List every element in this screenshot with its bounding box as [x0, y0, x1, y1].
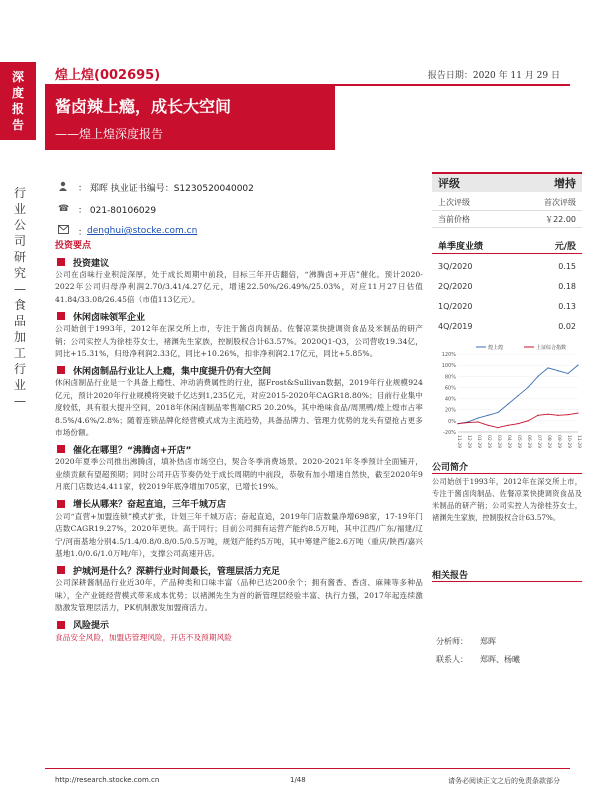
prev-rating-value: 首次评级: [544, 197, 576, 207]
cat-char: 品: [13, 314, 26, 328]
y-tick-label: 60%: [444, 385, 456, 392]
section-paragraph: 公司深耕酱制品行业近30年，产品种类和口味丰富（品种已达200余个；拥有酱香、香卤、麻辣等多种品味），全产业链经营模式带来成本优势；以褚渊先生为首的新管理层经验丰富、执行力强，2017年起连续激励激发管理层活力，PK机制激发加盟商活力。: [55, 578, 423, 613]
cat-char: 公: [13, 218, 26, 232]
analyst-name: ： 郑晖 执业证书编号：S1230520040002: [78, 183, 254, 194]
data-point: [557, 415, 558, 416]
contact-liaison-label: 联系人：: [436, 655, 468, 664]
y-tick-label: 120%: [441, 352, 456, 358]
y-tick-label: 0%: [448, 418, 456, 425]
eps-period: 3Q/2020: [438, 261, 473, 271]
eps-header-right: 元/股: [554, 242, 576, 252]
cat-char: —: [14, 394, 26, 408]
y-tick-label: -20%: [443, 430, 456, 436]
section-heading: [55, 497, 423, 511]
x-tick-label: 11-29: [576, 435, 581, 449]
bullet-square-icon: [55, 256, 67, 268]
x-tick-label: 01-29: [476, 435, 481, 449]
x-tick-label: 05-29: [516, 435, 521, 449]
y-tick-label: 100%: [441, 363, 456, 370]
analyst-name-row: [58, 176, 254, 198]
series-line: [458, 413, 578, 427]
data-point: [567, 373, 568, 374]
x-tick-label: 11-29: [456, 435, 461, 449]
section-heading: [55, 309, 423, 323]
report-title: 酱卤辣上瘾，成长大空间: [55, 97, 232, 116]
section-paragraph: 2020年夏季公司推出沸腾卤，填补热卤市场空白，契合冬季消费场景。2020-2021年冬季预计全面铺开，业绩贡献有望超预期；同时公司开店节奏仍处于成长周期的中前段，恭敬有加小增速自然快，截至2020年9月底门店数达4,411家，较2019年底净增加705家，已增长19%。: [55, 457, 423, 492]
investment-points-title: 投资要点: [55, 241, 92, 251]
company-name: 煌上煌(002695): [55, 68, 161, 83]
company-intro-heading: 公司简介: [432, 460, 582, 474]
investment-points: [55, 238, 423, 644]
contact-analyst-value: 郑晖: [480, 637, 496, 646]
company-intro-text: 公司始创于1993年，2012年在深交所上市，专注于酱卤肉制品、佐餐凉菜快捷调资食品及米制品的研产销；公司实控人为徐桂芬女士，褚渊先生家族，控制股权合计63.57%。: [432, 477, 582, 522]
report-subtitle: ——煌上煌深度报告: [55, 127, 164, 141]
analyst-phone: ： 021-80106029: [78, 205, 157, 216]
data-point: [567, 414, 568, 415]
section-heading: [55, 363, 423, 377]
section-heading: [55, 442, 423, 456]
section-paragraph: 休闲卤制品行业是一个具备上瘾性、冲动消费属性的行业，据Frost&Sullivan数据，2019年行业规模924亿元，预计2020年行业规模将突破千亿达到1,235亿元，对应2015-2020年CAGR18.80%；目前行业集中度较低，具有很大提升空间，2018年休闲卤制品零售端CR5 20.20%，其中绝味食品/周黑鸭/煌上煌市占率8.5%/4.6%/2.8%；随着连锁品牌化经营模式成为主流趋势，具备品牌力、管理力优势的龙头有望抢占更多市场份额。: [55, 378, 423, 438]
price-value: ￥22.00: [545, 214, 576, 224]
section-heading-text: 护城河是什么？深耕行业时间最长，管理层活力充足: [73, 566, 281, 577]
data-point: [517, 423, 518, 424]
section-heading-text: 催化在哪里？“沸腾卤+开店”: [73, 445, 192, 456]
eps-value: 0.02: [558, 321, 576, 331]
page-number: 1/48: [290, 776, 306, 784]
eps-header-left: 单季度业绩: [438, 242, 484, 252]
band-char: 度: [11, 86, 24, 100]
eps-value: 0.18: [558, 281, 576, 291]
contact-liaison: [436, 654, 520, 665]
footer-disclaimer: 请务必阅读正文之后的免责条款部分: [448, 777, 560, 785]
bullet-square-icon: [55, 619, 67, 631]
rating-header: [432, 172, 582, 192]
data-point: [467, 422, 468, 423]
rating-value: 增持: [554, 177, 576, 190]
footer-divider: [45, 768, 570, 769]
analyst-phone-row: [58, 198, 254, 220]
x-tick-label: 09-29: [556, 435, 561, 449]
contact-liaison-value: 郑晖、杨曦: [480, 655, 520, 664]
section-heading-text: 风险提示: [73, 621, 110, 632]
data-point: [487, 415, 488, 416]
eps-value: 0.15: [558, 261, 576, 271]
footer-url-link[interactable]: http://research.stocke.com.cn: [55, 776, 160, 784]
industry-category-vertical: [12, 185, 28, 409]
related-reports-heading: 相关报告: [432, 568, 582, 582]
stock-performance-chart: [432, 340, 582, 452]
section-heading-text: 休闲卤味领军企业: [73, 312, 146, 323]
x-tick-label: 02-29: [486, 435, 491, 449]
data-point: [527, 420, 528, 421]
cat-char: 研: [13, 250, 26, 264]
data-point: [457, 423, 458, 424]
y-tick-label: 40%: [444, 396, 456, 403]
x-tick-label: 06-29: [526, 435, 531, 449]
data-point: [547, 367, 548, 368]
eps-period: 4Q/2019: [438, 321, 473, 331]
data-point: [477, 417, 478, 418]
section-heading: [55, 255, 423, 269]
prev-rating-row: [432, 194, 582, 211]
data-point: [477, 421, 478, 422]
cat-char: 业: [13, 202, 26, 216]
section-heading: [55, 618, 423, 632]
x-tick-label: 08-29: [546, 435, 551, 449]
analyst-email-link[interactable]: denghui@stocke.com.cn: [87, 226, 198, 236]
eps-table-header: [432, 238, 582, 254]
data-point: [537, 376, 538, 377]
cat-char: 加: [13, 330, 26, 344]
band-char: 深: [11, 70, 24, 84]
data-point: [507, 425, 508, 426]
data-point: [577, 412, 578, 413]
person-icon: [58, 181, 72, 194]
cat-char: 行: [13, 362, 26, 376]
eps-period: 2Q/2020: [438, 281, 473, 291]
eps-value: 0.13: [558, 301, 576, 311]
data-point: [557, 370, 558, 371]
section-paragraph: 公司在卤味行业积淀深厚，处于成长周期中前段，目标三年开店翻倍，“沸腾卤+开店”催化。预计2020-2022年公司归母净利润2.70/3.41/4.27亿元，增速22.50%/26.49%/25.03%，对应11月27日估值41.84/33.08/26.45倍（市值113亿元）。: [55, 270, 423, 304]
section-paragraph: 公司“直营+加盟连锁”模式扩张，计划三年千城万店；奋起直追，2019年门店数量净增698家，17-19年门店数CAGR19.27%，2020年更快。高于同行；目前公司拥有运营产能约8.5万吨，其中江西/广东/福建/辽宁/河南基地分别4.5/1.4/0.8/0.8/0.5/0.5万吨，规划产能约5万吨，其中筹建产能2.6万吨（重庆/陕西/嘉兴基地1.0/0.6/1.0万吨/年），支撑公司高速开店。: [55, 511, 423, 558]
data-point: [507, 404, 508, 405]
email-prefix: ：: [78, 227, 88, 238]
section-heading-text: 休闲卤制品行业让人上瘾，集中度提升仍有大空间: [73, 366, 272, 377]
cat-char: 食: [13, 298, 26, 312]
chart-svg: [432, 340, 582, 452]
bullet-square-icon: [55, 564, 67, 576]
eps-row: [432, 316, 582, 336]
cat-char: —: [14, 282, 26, 296]
prev-rating-label: 上次评级: [438, 197, 470, 207]
cat-char: 司: [13, 234, 26, 248]
section-heading: [55, 563, 423, 577]
legend-label: 煌上煌: [488, 345, 504, 351]
bullet-square-icon: [55, 443, 67, 455]
y-tick-label: 80%: [444, 374, 456, 381]
cat-char: 行: [13, 186, 26, 200]
data-point: [527, 387, 528, 388]
risk-paragraph: 食品安全风险，加盟店管理风险，开店不及预期风险: [55, 632, 232, 642]
x-tick-label: 04-29: [506, 435, 511, 449]
band-char: 告: [11, 118, 24, 132]
x-tick-label: 10-29: [566, 435, 571, 449]
price-row: [432, 211, 582, 228]
section-paragraph: 公司始创于1993年，2012年在深交所上市，专注于酱卤肉制品、佐餐凉菜快捷调资食品及米制品的研产销；公司实控人为徐桂芬女士，褚渊先生家族，控制股权合计63.57%。2020Q1-Q3，公司营收19.34亿，同比+15.31%，归母净利润2.33亿，同比+10.26%，扣非净利润2.17亿元，同比+5.85%。: [55, 324, 423, 359]
data-point: [497, 412, 498, 413]
section-heading-text: 投资建议: [73, 258, 110, 269]
analyst-info: [58, 176, 254, 242]
cat-char: 工: [13, 346, 26, 360]
data-point: [577, 365, 578, 366]
cat-char: 业: [13, 378, 26, 392]
bullet-square-icon: [55, 364, 67, 376]
y-tick-label: 20%: [444, 407, 456, 414]
data-point: [517, 395, 518, 396]
x-tick-label: 12-29: [466, 435, 471, 449]
data-point: [537, 415, 538, 416]
bullet-square-icon: [55, 310, 67, 322]
contact-analyst-label: 分析师：: [436, 637, 468, 646]
x-tick-label: 03-29: [496, 435, 501, 449]
band-char: 报: [11, 102, 24, 116]
cat-char: 究: [13, 266, 26, 280]
report-type-band: [0, 62, 36, 140]
x-tick-label: 07-29: [536, 435, 541, 449]
data-point: [487, 425, 488, 426]
rating-label: 评级: [438, 177, 460, 190]
eps-row: [432, 296, 582, 316]
mail-icon: [58, 225, 72, 237]
phone-icon: ☎: [58, 204, 70, 214]
section-heading-text: 增长从哪来？奋起直追，三年千城万店: [73, 500, 227, 511]
data-point: [547, 414, 548, 415]
contact-analyst: [436, 636, 496, 647]
bullet-square-icon: [55, 498, 67, 510]
eps-row: [432, 256, 582, 276]
price-label: 当前价格: [438, 214, 470, 224]
eps-row: [432, 276, 582, 296]
report-date: 报告日期：2020 年 11 月 29 日: [427, 71, 560, 81]
data-point: [497, 427, 498, 428]
eps-period: 1Q/2020: [438, 301, 473, 311]
legend-label: 上证综合指数: [536, 345, 567, 351]
